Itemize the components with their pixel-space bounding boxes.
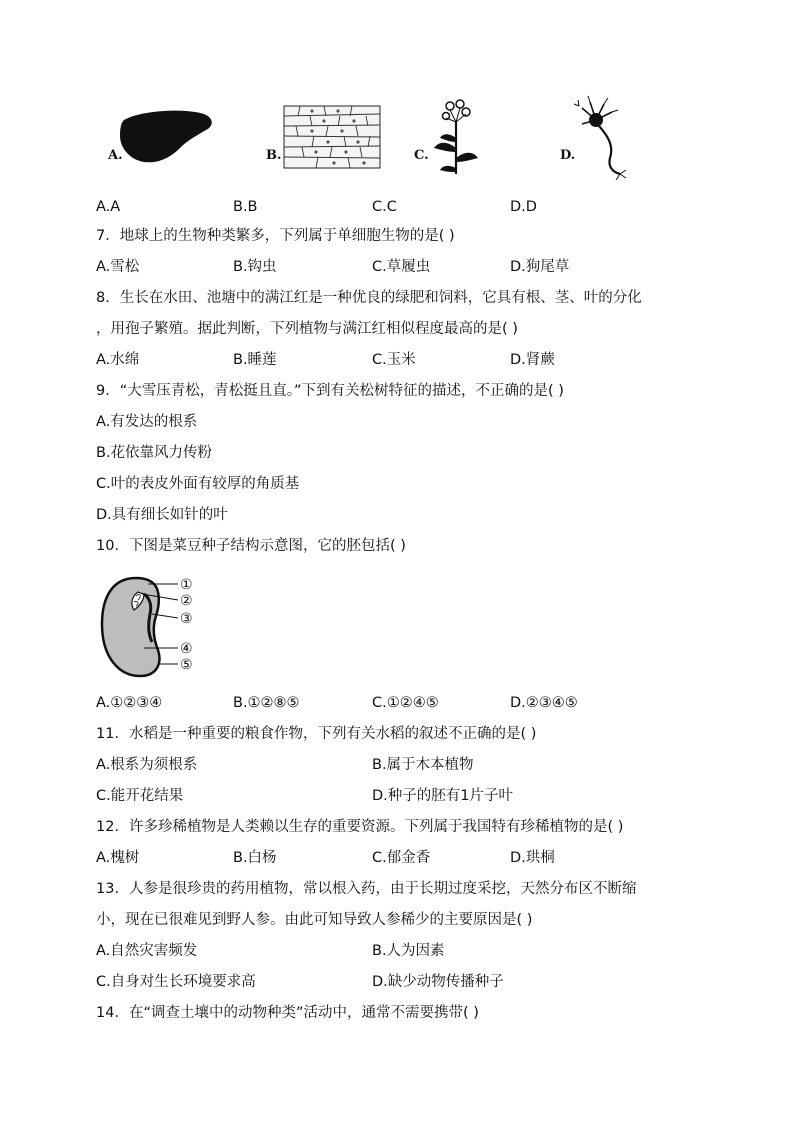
q10-option-c[interactable]: C.①②④⑤ xyxy=(372,695,439,711)
q12-option-a[interactable]: A.槐树 xyxy=(96,850,140,866)
q8-option-d[interactable]: D.肾蕨 xyxy=(510,352,555,368)
diagram-label-3: ③ xyxy=(180,611,193,627)
q13-option-a[interactable]: A.自然灾害频发 xyxy=(96,943,198,959)
q6-option-d[interactable]: D.D xyxy=(510,199,537,215)
q6-figures xyxy=(96,92,636,182)
figure-label-c: C. xyxy=(414,148,429,163)
q6-option-a[interactable]: A.A xyxy=(96,199,121,215)
q6-option-b[interactable]: B.B xyxy=(233,199,258,215)
q12-option-b[interactable]: B.白杨 xyxy=(233,850,277,866)
q7-option-c[interactable]: C.草履虫 xyxy=(372,259,431,275)
q11-option-d[interactable]: D.种子的胚有1片子叶 xyxy=(372,788,513,804)
q7-option-a[interactable]: A.雪松 xyxy=(96,259,140,275)
diagram-label-4: ④ xyxy=(180,641,193,657)
q7-option-d[interactable]: D.狗尾草 xyxy=(510,259,570,275)
q11-stem: 11．水稻是一种重要的粮食作物，下列有关水稻的叙述不正确的是( ) xyxy=(96,726,537,742)
q13-stem-line2: 小，现在已很难见到野人参。由此可知导致人参稀少的主要原因是( ) xyxy=(96,912,533,928)
q10-option-b[interactable]: B.①②⑧⑤ xyxy=(233,695,300,711)
plant-cell-tissue-image xyxy=(284,106,380,168)
q8-option-c[interactable]: C.玉米 xyxy=(372,352,416,368)
q9-option-c[interactable]: C.叶的表皮外面有较厚的角质基 xyxy=(96,476,300,492)
q8-option-a[interactable]: A.水绵 xyxy=(96,352,140,368)
q10-stem: 10．下图是菜豆种子结构示意图，它的胚包括( ) xyxy=(96,538,406,554)
bean-seed-svg xyxy=(96,572,216,682)
q6-figure-strip xyxy=(96,92,636,182)
diagram-label-2: ② xyxy=(180,593,193,609)
q9-option-b[interactable]: B.花依靠风力传粉 xyxy=(96,445,213,461)
q13-option-d[interactable]: D.缺少动物传播种子 xyxy=(372,974,504,990)
neuron-image xyxy=(574,96,626,180)
q9-option-d[interactable]: D.具有细长如针的叶 xyxy=(96,507,228,523)
q10-option-a[interactable]: A.①②③④ xyxy=(96,695,163,711)
liver-image xyxy=(120,111,212,163)
figure-label-d: D. xyxy=(560,148,576,163)
q8-option-b[interactable]: B.睡莲 xyxy=(233,352,277,368)
q8-stem-line2: ，用孢子繁殖。据此判断，下列植物与满江红相似程度最高的是( ) xyxy=(96,321,518,337)
q14-stem: 14．在“调查土壤中的动物种类”活动中，通常不需要携带( ) xyxy=(96,1005,479,1021)
q10-option-d[interactable]: D.②③④⑤ xyxy=(510,695,578,711)
q12-option-d[interactable]: D.珙桐 xyxy=(510,850,555,866)
q11-option-a[interactable]: A.根系为须根系 xyxy=(96,757,198,773)
figure-label-a: A. xyxy=(108,148,123,163)
flowering-plant-image xyxy=(434,100,478,174)
q11-option-c[interactable]: C.能开花结果 xyxy=(96,788,184,804)
diagram-label-5: ⑤ xyxy=(180,657,193,673)
q7-stem: 7．地球上的生物种类繁多，下列属于单细胞生物的是( ) xyxy=(96,228,455,244)
q13-option-c[interactable]: C.自身对生长环境要求高 xyxy=(96,974,256,990)
q12-stem: 12．许多珍稀植物是人类赖以生存的重要资源。下列属于我国特有珍稀植物的是( ) xyxy=(96,819,624,835)
q13-stem-line1: 13．人参是很珍贵的药用植物，常以根入药，由于长期过度采挖，天然分布区不断缩 xyxy=(96,881,637,897)
q9-stem: 9．“大雪压青松，青松挺且直。”下到有关松树特征的描述，不正确的是( ) xyxy=(96,383,564,399)
figure-label-b: B. xyxy=(266,148,282,163)
q8-stem-line1: 8．生长在水田、池塘中的满江红是一种优良的绿肥和饲料，它具有根、茎、叶的分化 xyxy=(96,290,642,306)
bean-seed-diagram xyxy=(96,572,216,682)
q9-option-a[interactable]: A.有发达的根系 xyxy=(96,414,198,430)
q6-option-c[interactable]: C.C xyxy=(372,199,397,215)
q12-option-c[interactable]: C.郁金香 xyxy=(372,850,431,866)
q13-option-b[interactable]: B.人为因素 xyxy=(372,943,445,959)
diagram-label-1: ① xyxy=(180,577,193,593)
q11-option-b[interactable]: B.属于木本植物 xyxy=(372,757,474,773)
q7-option-b[interactable]: B.钩虫 xyxy=(233,259,277,275)
